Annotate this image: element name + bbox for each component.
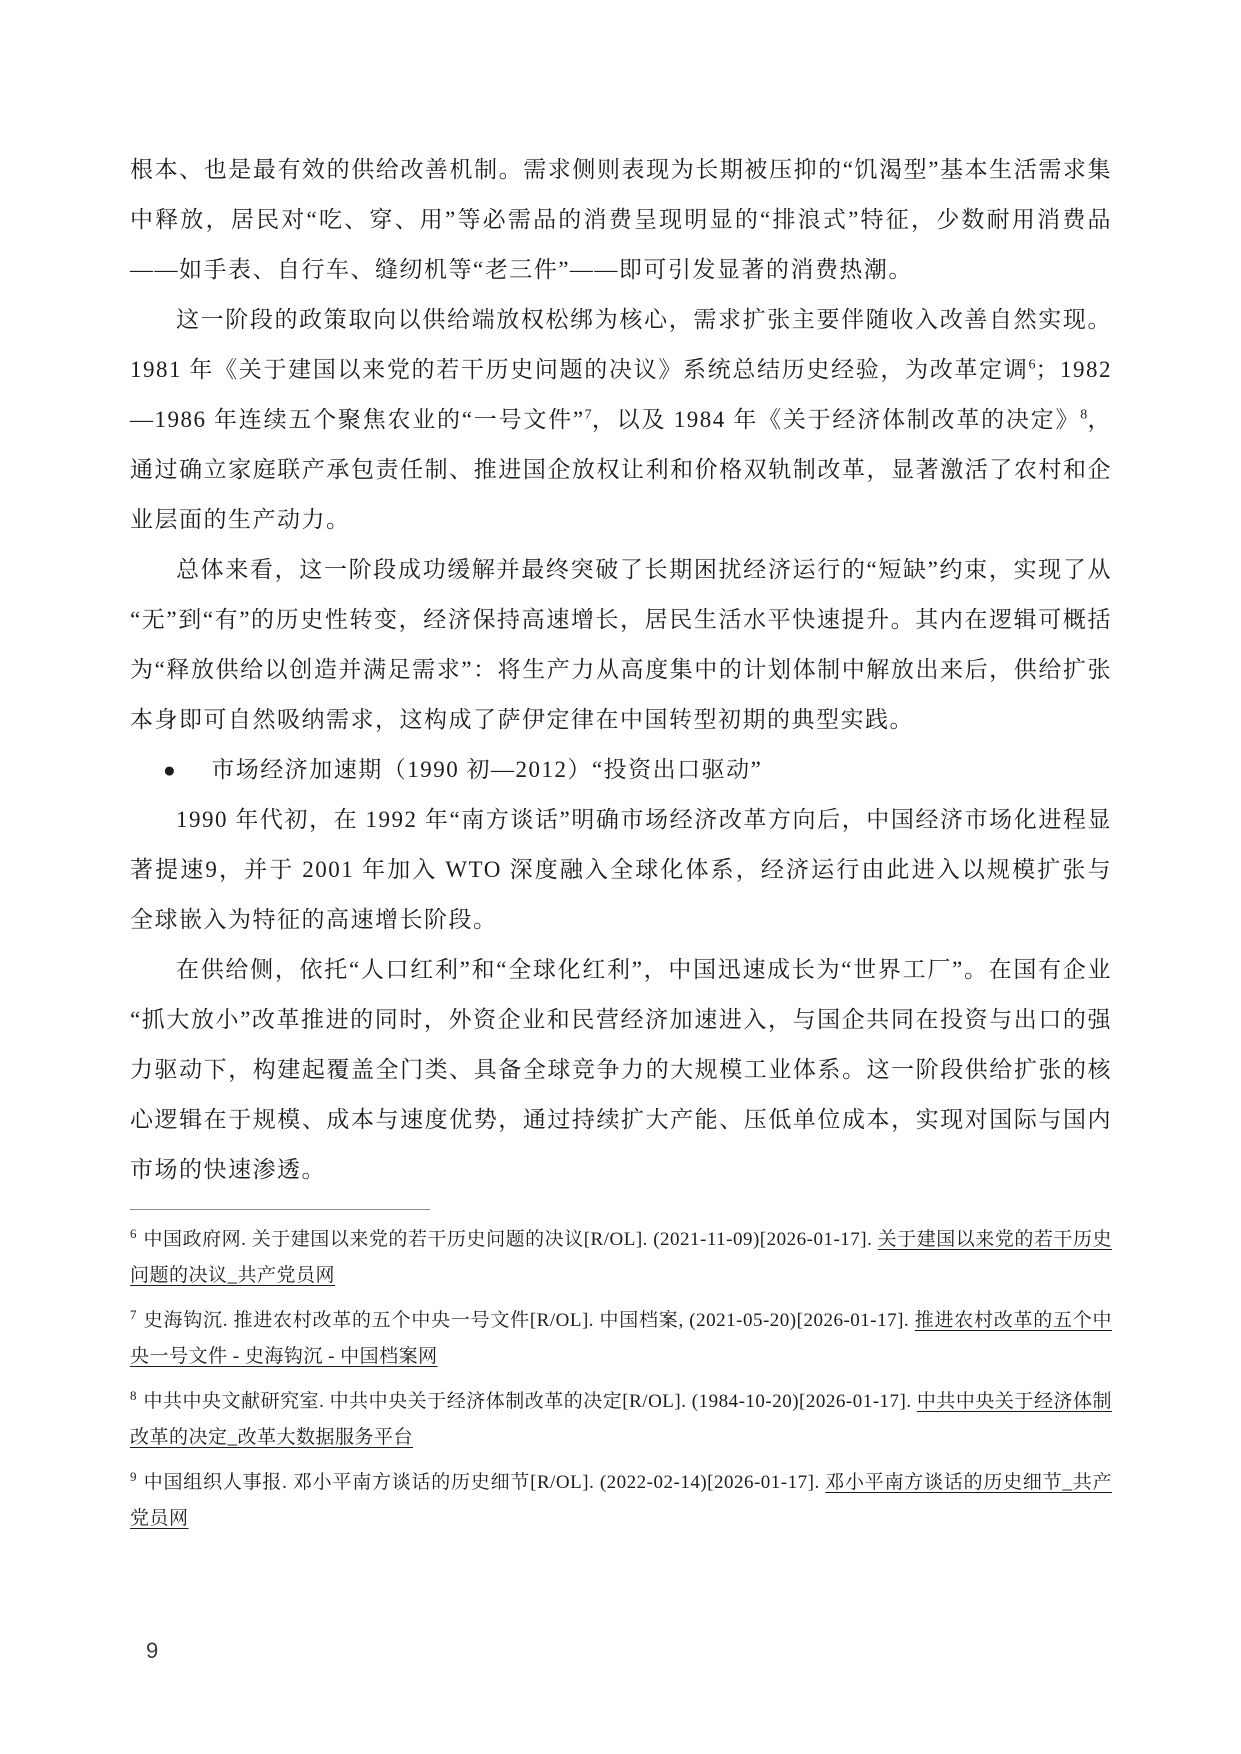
text-run: 总体来看，这一阶段成功缓解并最终突破了长期困扰经济运行的“短缺”约束，实现了从“无”到“有”的历史性转变，经济保持高速增长，居民生活水平快速提升。其内在逻辑可概括为“释放供给以创造并满足需求”：将生产力从高度集中的计划体制中解放出来后，供给扩张本身即可自然吸纳需求，这构成了萨伊定律在中国转型初期的典型实践。 [130,557,1112,732]
footnote-marker: 7 [130,1306,137,1322]
footnote [130,1222,1112,1294]
text-run: 在供给侧，依托“人口红利”和“全球化红利”，中国迅速成长为“世界工厂”。在国有企业“抓大放小”改革推进的同时，外资企业和民营经济加速进入，与国企共同在投资与出口的强力驱动下，构建起覆盖全门类、具备全球竞争力的大规模工业体系。这一阶段供给扩张的核心逻辑在于规模、成本与速度优势，通过持续扩大产能、压低单位成本，实现对国际与国内市场的快速渗透。 [130,957,1112,1182]
footnote-link[interactable]: 关于建国以来党的若干历史问题的决议_共产党员网 [130,1229,1112,1286]
page-number: 9 [146,1638,159,1663]
text-run: ，以及 1984 年《关于经济体制改革的决定》 [591,407,1081,432]
footnote-marker: 9 [130,1468,137,1484]
footnote-marker: 6 [130,1225,137,1241]
body-paragraph [130,945,1112,1195]
footnote-text: 中共中央文献研究室. 中共中央关于经济体制改革的决定[R/OL]. (1984-10-20)[2026-01-17]. [143,1391,917,1412]
footnotes-section [130,1222,1112,1537]
footnote-text: 中国政府网. 关于建国以来党的若干历史问题的决议[R/OL]. (2021-11-09)[2026-01-17]. [143,1229,878,1250]
footnote [130,1465,1112,1537]
footnote-separator [130,1209,430,1210]
text-run: 1990 年代初，在 1992 年“南方谈话”明确市场经济改革方向后，中国经济市场化进程显著提速9，并于 2001 年加入 WTO 深度融入全球化体系，经济运行由此进入以规模扩张与全球嵌入为特征的高速增长阶段。 [130,807,1112,932]
body-paragraph [130,545,1112,745]
text-run: 市场经济加速期（1990 初—2012）“投资出口驱动” [211,757,763,782]
document-body [130,145,1112,1195]
body-paragraph [130,295,1112,545]
footnote-text: 中国组织人事报. 邓小平南方谈话的历史细节[R/OL]. (2022-02-14)[2026-01-17]. [143,1472,826,1493]
footnote [130,1303,1112,1375]
text-run: 这一阶段的政策取向以供给端放权松绑为核心，需求扩张主要伴随收入改善自然实现。1981 年《关于建国以来党的若干历史问题的决议》系统总结历史经验，为改革定调 [130,307,1112,382]
text-run: 根本、也是最有效的供给改善机制。需求侧则表现为长期被压抑的“饥渴型”基本生活需求集中释放，居民对“吃、穿、用”等必需品的消费呈现明显的“排浪式”特征，少数耐用消费品——如手表、自行车、缝纫机等“老三件”——即可引发显著的消费热潮。 [130,157,1112,282]
footnote-ref: 7 [584,407,592,423]
bullet-icon: ● [163,758,178,782]
footnote-marker: 8 [130,1387,137,1403]
footnote-ref: 6 [1028,357,1036,373]
text-run: ，通过确立家庭联产承包责任制、推进国企放权让利和价格双轨制改革，显著激活了农村和企业层面的生产动力。 [130,407,1113,532]
footnote-link[interactable]: 中共中央关于经济体制改革的决定_改革大数据服务平台 [130,1391,1112,1448]
footnote-text: 史海钩沉. 推进农村改革的五个中央一号文件[R/OL]. 中国档案, (2021-05-20)[2026-01-17]. [143,1310,915,1331]
text-run: ；1982—1986 年连续五个聚焦农业的“一号文件” [130,357,1112,432]
footnote-link[interactable]: 邓小平南方谈话的历史细节_共产党员网 [130,1472,1112,1529]
body-paragraph [130,795,1112,945]
footnote-ref: 8 [1080,407,1088,423]
footnote-link[interactable]: 推进农村改革的五个中央一号文件 - 史海钩沉 - 中国档案网 [130,1310,1112,1367]
footnote [130,1384,1112,1456]
body-paragraph [130,145,1112,295]
section-bullet-heading [130,745,1112,795]
document-content [130,145,1112,1546]
